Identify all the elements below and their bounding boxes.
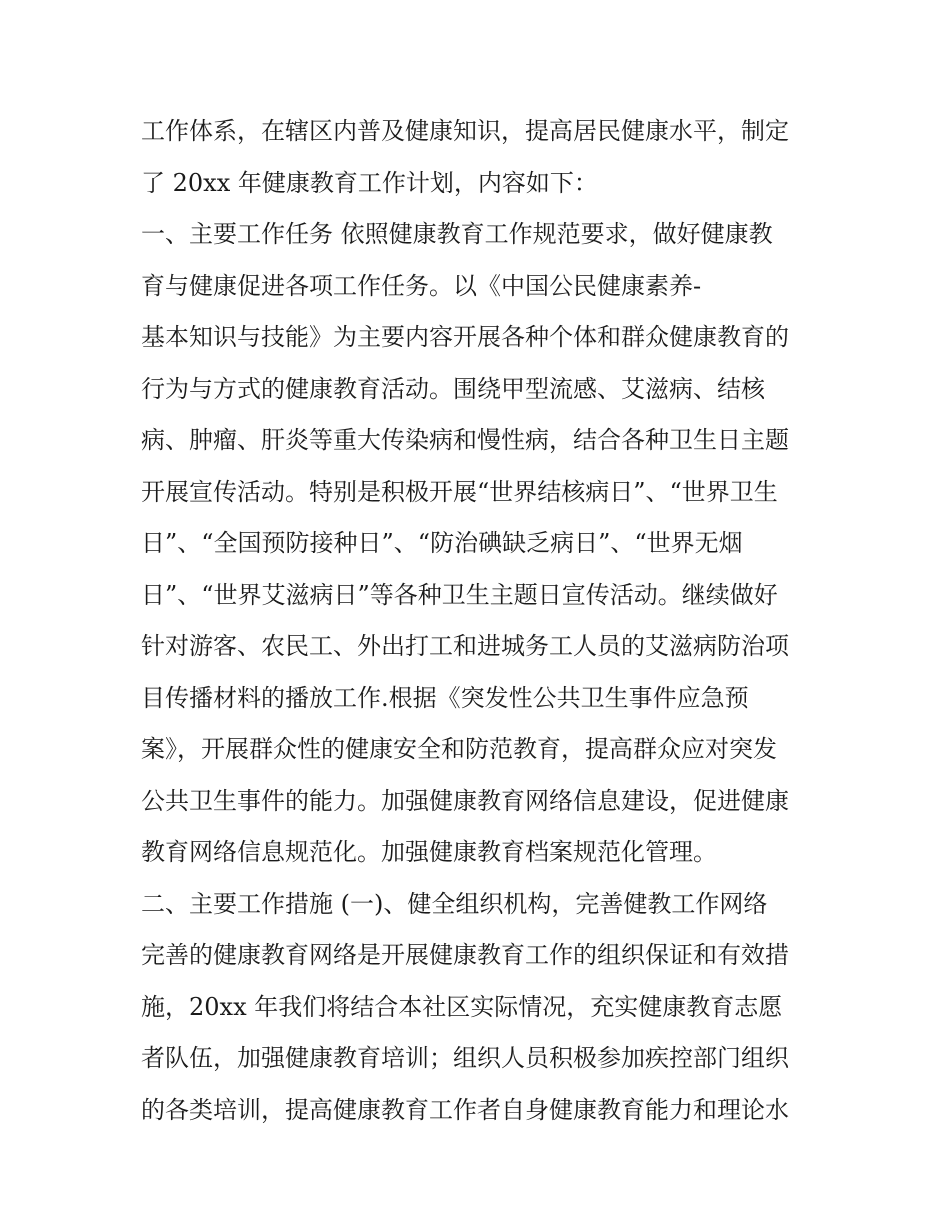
text-line-3: 一、主要工作任务 依照健康教育工作规范要求，做好健康教: [141, 220, 773, 248]
text-line-16: 二、主要工作措施 (一)、健全组织机构，完善健教工作网络: [141, 889, 768, 918]
text-line-14: 公共卫生事件的能力。加强健康教育网络信息建设，促进健康: [141, 786, 789, 815]
text-line-11: 针对游客、农民工、外出打工和进城务工人员的艾滋病防治项: [141, 632, 789, 660]
text-line-5: 基本知识与技能》为主要内容开展各种个体和群众健康教育的: [141, 323, 789, 351]
text-line-15: 教育网络信息规范化。加强健康教育档案规范化管理。: [141, 838, 717, 866]
text-line-8: 开展宣传活动。特别是积极开展“世界结核病日”、“世界卫生: [141, 477, 778, 506]
text-line-12: 目传播材料的播放工作.根据《突发性公共卫生事件应急预: [141, 683, 749, 712]
text-line-7: 病、肿瘤、肝炎等重大传染病和慢性病，结合各种卫生日主题: [141, 426, 789, 454]
text-line-18: 施，20xx 年我们将结合本社区实际情况，充实健康教育志愿: [141, 992, 783, 1021]
text-line-2: 了 20xx 年健康教育工作计划，内容如下：: [141, 168, 598, 197]
text-line-6: 行为与方式的健康教育活动。围绕甲型流感、艾滋病、结核: [141, 374, 765, 403]
text-line-20: 的各类培训，提高健康教育工作者自身健康教育能力和理论水: [141, 1095, 789, 1124]
text-line-17: 完善的健康教育网络是开展健康教育工作的组织保证和有效措: [141, 941, 789, 969]
text-line-9: 日”、“全国预防接种日”、“防治碘缺乏病日”、“世界无烟: [141, 529, 743, 557]
document-body: [141, 106, 831, 1136]
text-line-19: 者队伍，加强健康教育培训；组织人员积极参加疾控部门组织: [141, 1044, 789, 1072]
text-line-10: 日”、“世界艾滋病日”等各种卫生主题日宣传活动。继续做好: [141, 580, 778, 609]
text-line-13: 案》，开展群众性的健康安全和防范教育，提高群众应对突发: [141, 735, 777, 763]
text-line-1: 工作体系，在辖区内普及健康知识，提高居民健康水平，制定: [141, 117, 789, 145]
text-line-4: 育与健康促进各项工作任务。以《中国公民健康素养-: [141, 271, 702, 300]
